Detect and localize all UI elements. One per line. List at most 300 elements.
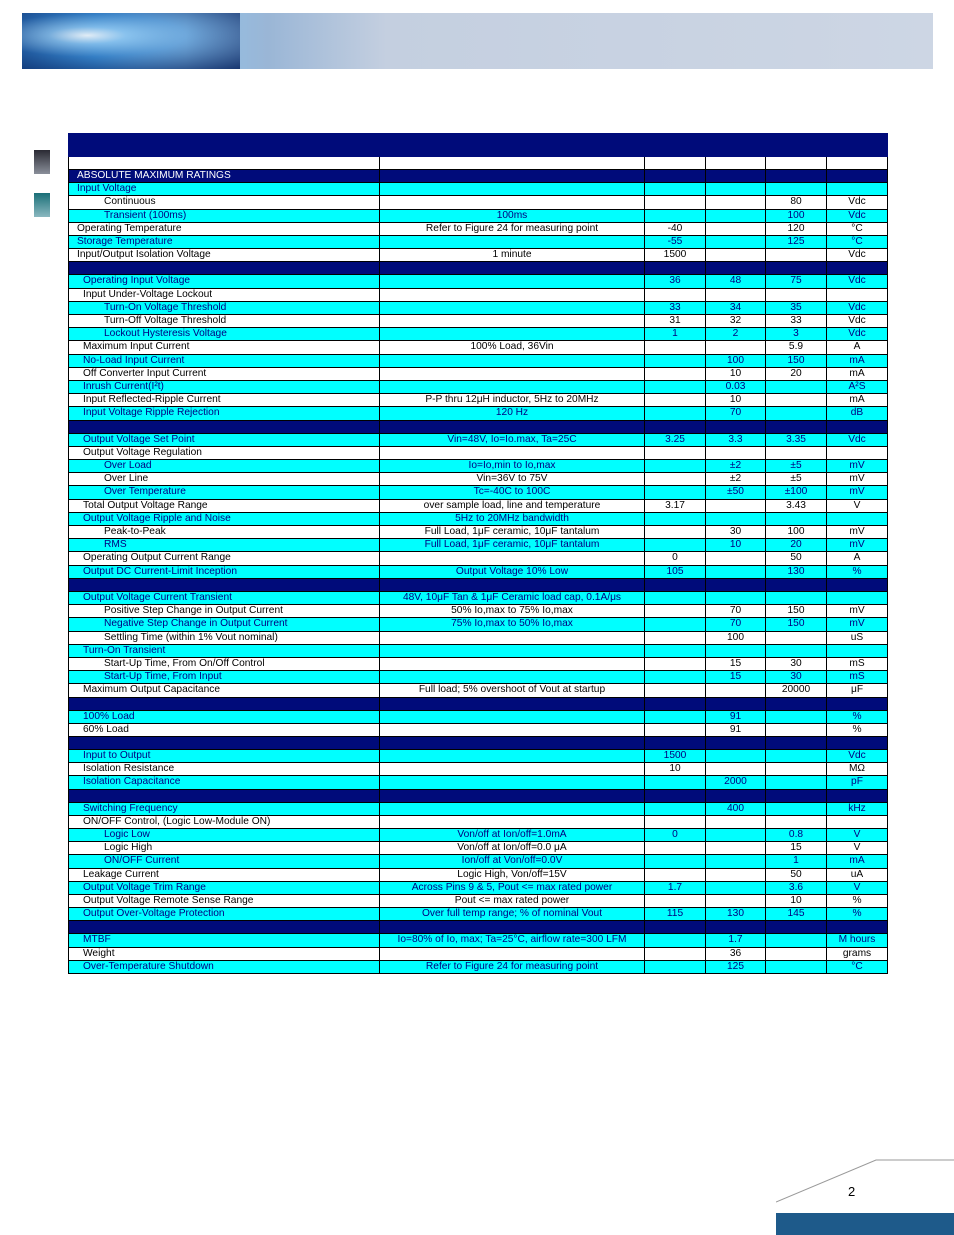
unit-cell: % (827, 723, 888, 736)
min-cell: 115 (645, 908, 706, 921)
min-cell: -55 (645, 236, 706, 249)
typ-cell: 130 (706, 908, 766, 921)
min-cell (645, 407, 706, 420)
min-cell: 36 (645, 275, 706, 288)
max-cell: ±5 (766, 473, 827, 486)
table-row (69, 367, 888, 380)
table-row (69, 433, 888, 446)
min-cell (645, 512, 706, 525)
min-cell (645, 196, 706, 209)
max-cell (766, 644, 827, 657)
unit-cell: pF (827, 776, 888, 789)
typ-cell (706, 684, 766, 697)
min-cell (645, 183, 706, 196)
max-cell (766, 512, 827, 525)
typ-cell: 2000 (706, 776, 766, 789)
min-cell (645, 381, 706, 394)
typ-cell: 125 (706, 960, 766, 973)
typ-cell (706, 196, 766, 209)
unit-cell: MΩ (827, 763, 888, 776)
unit-cell: M hours (827, 934, 888, 947)
min-cell (645, 894, 706, 907)
max-cell (766, 249, 827, 262)
parameter-cell: Input Reflected-Ripple Current (69, 394, 380, 407)
max-cell: 50 (766, 868, 827, 881)
header-cell (69, 134, 380, 157)
parameter-cell: Output Voltage Trim Range (69, 881, 380, 894)
typ-cell (706, 881, 766, 894)
typ-cell (706, 565, 766, 578)
condition-cell: Ion/off at Von/off=0.0V (380, 855, 645, 868)
max-cell: 3 (766, 328, 827, 341)
table-row (69, 881, 888, 894)
max-cell (766, 697, 827, 710)
max-cell (766, 776, 827, 789)
unit-cell: % (827, 894, 888, 907)
condition-cell (380, 947, 645, 960)
min-cell (645, 605, 706, 618)
parameter-cell: Off Converter Input Current (69, 367, 380, 380)
parameter-cell: Input Under-Voltage Lockout (69, 288, 380, 301)
condition-cell: over sample load, line and temperature (380, 499, 645, 512)
table-row (69, 499, 888, 512)
unit-cell (827, 789, 888, 802)
min-cell (645, 736, 706, 749)
max-cell: 145 (766, 908, 827, 921)
max-cell: ±100 (766, 486, 827, 499)
parameter-cell: Lockout Hysteresis Voltage (69, 328, 380, 341)
min-cell (645, 934, 706, 947)
table-row (69, 842, 888, 855)
condition-cell: 100ms (380, 209, 645, 222)
min-cell (645, 947, 706, 960)
min-cell: 3.17 (645, 499, 706, 512)
table-row (69, 710, 888, 723)
condition-cell: Tc=-40C to 100C (380, 486, 645, 499)
table-row (69, 341, 888, 354)
header-cell (827, 157, 888, 170)
min-cell (645, 446, 706, 459)
condition-cell: 5Hz to 20MHz bandwidth (380, 512, 645, 525)
max-cell: ±5 (766, 460, 827, 473)
unit-cell: % (827, 908, 888, 921)
typ-cell: ±2 (706, 473, 766, 486)
table-row (69, 315, 888, 328)
max-cell: 20 (766, 367, 827, 380)
header-cell (380, 157, 645, 170)
condition-cell (380, 446, 645, 459)
min-cell (645, 868, 706, 881)
parameter-cell: Over Temperature (69, 486, 380, 499)
min-cell (645, 921, 706, 934)
table-header-row (69, 134, 888, 157)
min-cell (645, 684, 706, 697)
min-cell (645, 631, 706, 644)
unit-cell: Vdc (827, 315, 888, 328)
parameter-cell: No-Load Input Current (69, 354, 380, 367)
banner-image (22, 13, 240, 69)
parameter-cell: Input/Output Isolation Voltage (69, 249, 380, 262)
table-row (69, 657, 888, 670)
max-cell (766, 407, 827, 420)
typ-cell: 3.3 (706, 433, 766, 446)
unit-cell: mS (827, 657, 888, 670)
parameter-cell: Start-Up Time, From Input (69, 671, 380, 684)
table-row (69, 802, 888, 815)
table-row (69, 749, 888, 762)
condition-cell (380, 367, 645, 380)
table-row (69, 855, 888, 868)
unit-cell: Vdc (827, 209, 888, 222)
max-cell (766, 815, 827, 828)
parameter-cell: RMS (69, 539, 380, 552)
condition-cell: Full Load, 1μF ceramic, 10μF tantalum (380, 539, 645, 552)
condition-cell: 48V, 10μF Tan & 1μF Ceramic load cap, 0.1A/μs (380, 591, 645, 604)
unit-cell (827, 815, 888, 828)
table-row (69, 763, 888, 776)
table-row (69, 631, 888, 644)
typ-cell: 91 (706, 723, 766, 736)
max-cell: 130 (766, 565, 827, 578)
typ-cell: 15 (706, 671, 766, 684)
table-row (69, 591, 888, 604)
typ-cell: 2 (706, 328, 766, 341)
parameter-cell (69, 736, 380, 749)
unit-cell (827, 512, 888, 525)
max-cell: 10 (766, 894, 827, 907)
max-cell: 20000 (766, 684, 827, 697)
unit-cell: grams (827, 947, 888, 960)
typ-cell (706, 894, 766, 907)
header-cell (645, 157, 706, 170)
condition-cell: Over full temp range; % of nominal Vout (380, 908, 645, 921)
table-row (69, 354, 888, 367)
parameter-cell (69, 789, 380, 802)
parameter-cell: Inrush Current(I²t) (69, 381, 380, 394)
parameter-cell: ABSOLUTE MAXIMUM RATINGS (69, 170, 380, 183)
table-row (69, 671, 888, 684)
max-cell: 50 (766, 552, 827, 565)
unit-cell: mV (827, 539, 888, 552)
typ-cell (706, 855, 766, 868)
table-row (69, 644, 888, 657)
typ-cell (706, 815, 766, 828)
section-header-row (69, 170, 888, 183)
typ-cell: 32 (706, 315, 766, 328)
max-cell: 75 (766, 275, 827, 288)
condition-cell (380, 763, 645, 776)
min-cell (645, 367, 706, 380)
max-cell (766, 934, 827, 947)
section-header-row (69, 789, 888, 802)
parameter-cell: Output Voltage Remote Sense Range (69, 894, 380, 907)
max-cell: 3.43 (766, 499, 827, 512)
parameter-cell: Turn-Off Voltage Threshold (69, 315, 380, 328)
condition-cell (380, 354, 645, 367)
table-row (69, 460, 888, 473)
parameter-cell: Maximum Input Current (69, 341, 380, 354)
max-cell: 150 (766, 354, 827, 367)
unit-cell: mA (827, 855, 888, 868)
typ-cell: 100 (706, 631, 766, 644)
unit-cell: mV (827, 605, 888, 618)
unit-cell: mV (827, 526, 888, 539)
parameter-cell: Storage Temperature (69, 236, 380, 249)
table-row (69, 446, 888, 459)
unit-cell: Vdc (827, 433, 888, 446)
table-row (69, 381, 888, 394)
table-row (69, 275, 888, 288)
table-row (69, 815, 888, 828)
min-cell: 0 (645, 828, 706, 841)
section-header-row (69, 262, 888, 275)
max-cell (766, 631, 827, 644)
parameter-cell (69, 262, 380, 275)
table-row (69, 684, 888, 697)
condition-cell: Output Voltage 10% Low (380, 565, 645, 578)
max-cell: 100 (766, 526, 827, 539)
unit-cell: mA (827, 394, 888, 407)
parameter-cell: Continuous (69, 196, 380, 209)
typ-cell (706, 789, 766, 802)
table-row (69, 486, 888, 499)
section-header-row (69, 578, 888, 591)
max-cell (766, 921, 827, 934)
min-cell: 33 (645, 301, 706, 314)
table-row (69, 407, 888, 420)
max-cell (766, 802, 827, 815)
min-cell (645, 855, 706, 868)
table-row (69, 196, 888, 209)
condition-cell: 120 Hz (380, 407, 645, 420)
min-cell (645, 354, 706, 367)
unit-cell: V (827, 842, 888, 855)
parameter-cell (69, 697, 380, 710)
max-cell (766, 288, 827, 301)
condition-cell: Io=Io,min to Io,max (380, 460, 645, 473)
table-subheader-row (69, 157, 888, 170)
condition-cell: P-P thru 12μH inductor, 5Hz to 20MHz (380, 394, 645, 407)
typ-cell: 10 (706, 539, 766, 552)
typ-cell (706, 552, 766, 565)
table-row (69, 394, 888, 407)
typ-cell: 48 (706, 275, 766, 288)
unit-cell (827, 288, 888, 301)
table-row (69, 947, 888, 960)
min-cell (645, 657, 706, 670)
min-cell (645, 170, 706, 183)
min-cell (645, 591, 706, 604)
parameter-cell: Logic Low (69, 828, 380, 841)
specification-table (68, 133, 888, 974)
typ-cell (706, 209, 766, 222)
unit-cell (827, 183, 888, 196)
max-cell: 20 (766, 539, 827, 552)
min-cell (645, 723, 706, 736)
unit-cell: uS (827, 631, 888, 644)
parameter-cell: Operating Output Current Range (69, 552, 380, 565)
condition-cell (380, 328, 645, 341)
unit-cell: mV (827, 473, 888, 486)
unit-cell: V (827, 881, 888, 894)
condition-cell (380, 736, 645, 749)
header-cell (645, 134, 706, 157)
table-row (69, 222, 888, 235)
table-row (69, 894, 888, 907)
condition-cell: Pout <= max rated power (380, 894, 645, 907)
table-row (69, 908, 888, 921)
condition-cell (380, 921, 645, 934)
parameter-cell: Over Line (69, 473, 380, 486)
min-cell (645, 460, 706, 473)
typ-cell (706, 697, 766, 710)
condition-cell (380, 723, 645, 736)
max-cell (766, 420, 827, 433)
unit-cell: % (827, 710, 888, 723)
condition-cell (380, 749, 645, 762)
min-cell: 1.7 (645, 881, 706, 894)
typ-cell (706, 591, 766, 604)
min-cell (645, 697, 706, 710)
min-cell: 31 (645, 315, 706, 328)
typ-cell: 15 (706, 657, 766, 670)
unit-cell: °C (827, 222, 888, 235)
max-cell: 0.8 (766, 828, 827, 841)
min-cell (645, 473, 706, 486)
condition-cell (380, 631, 645, 644)
min-cell (645, 710, 706, 723)
condition-cell (380, 420, 645, 433)
max-cell: 150 (766, 618, 827, 631)
parameter-cell: Over Load (69, 460, 380, 473)
unit-cell: mV (827, 460, 888, 473)
parameter-cell: Isolation Capacitance (69, 776, 380, 789)
table-row (69, 249, 888, 262)
typ-cell (706, 578, 766, 591)
min-cell (645, 526, 706, 539)
table-row (69, 605, 888, 618)
unit-cell: A²S (827, 381, 888, 394)
section-header-row (69, 697, 888, 710)
parameter-cell: Input to Output (69, 749, 380, 762)
typ-cell (706, 341, 766, 354)
table-row (69, 868, 888, 881)
condition-cell: Full Load, 1μF ceramic, 10μF tantalum (380, 526, 645, 539)
typ-cell (706, 828, 766, 841)
condition-cell: Refer to Figure 24 for measuring point (380, 960, 645, 973)
specification-table-body (69, 134, 888, 974)
condition-cell (380, 776, 645, 789)
header-cell (69, 157, 380, 170)
side-marker-icon (34, 193, 50, 217)
typ-cell (706, 763, 766, 776)
max-cell: 30 (766, 671, 827, 684)
parameter-cell: ON/OFF Control, (Logic Low-Module ON) (69, 815, 380, 828)
condition-cell (380, 236, 645, 249)
parameter-cell (69, 578, 380, 591)
typ-cell (706, 170, 766, 183)
max-cell: 3.6 (766, 881, 827, 894)
parameter-cell (69, 420, 380, 433)
min-cell (645, 671, 706, 684)
condition-cell (380, 671, 645, 684)
parameter-cell: Positive Step Change in Output Current (69, 605, 380, 618)
max-cell (766, 578, 827, 591)
table-row (69, 552, 888, 565)
condition-cell (380, 710, 645, 723)
min-cell: 105 (645, 565, 706, 578)
typ-cell (706, 222, 766, 235)
max-cell (766, 381, 827, 394)
table-row (69, 565, 888, 578)
max-cell: 150 (766, 605, 827, 618)
unit-cell: A (827, 341, 888, 354)
condition-cell (380, 170, 645, 183)
table-row (69, 183, 888, 196)
header-cell (766, 157, 827, 170)
min-cell: 1500 (645, 249, 706, 262)
condition-cell (380, 815, 645, 828)
max-cell: 100 (766, 209, 827, 222)
typ-cell (706, 749, 766, 762)
condition-cell (380, 275, 645, 288)
typ-cell: 70 (706, 618, 766, 631)
condition-cell: 50% Io,max to 75% Io,max (380, 605, 645, 618)
unit-cell: uA (827, 868, 888, 881)
unit-cell (827, 262, 888, 275)
table-row (69, 539, 888, 552)
condition-cell (380, 301, 645, 314)
header-banner (22, 13, 933, 69)
parameter-cell: Settling Time (within 1% Vout nominal) (69, 631, 380, 644)
unit-cell: mV (827, 618, 888, 631)
unit-cell: kHz (827, 802, 888, 815)
min-cell (645, 578, 706, 591)
parameter-cell: Leakage Current (69, 868, 380, 881)
condition-cell (380, 657, 645, 670)
typ-cell (706, 921, 766, 934)
max-cell: 33 (766, 315, 827, 328)
min-cell: 3.25 (645, 433, 706, 446)
typ-cell: 34 (706, 301, 766, 314)
parameter-cell: Turn-On Voltage Threshold (69, 301, 380, 314)
unit-cell: V (827, 499, 888, 512)
condition-cell (380, 262, 645, 275)
table-row (69, 209, 888, 222)
typ-cell (706, 512, 766, 525)
table-row (69, 526, 888, 539)
unit-cell (827, 446, 888, 459)
condition-cell (380, 789, 645, 802)
parameter-cell: Isolation Resistance (69, 763, 380, 776)
condition-cell: Logic High, Von/off=15V (380, 868, 645, 881)
min-cell: 0 (645, 552, 706, 565)
table-row (69, 723, 888, 736)
min-cell (645, 644, 706, 657)
parameter-cell (69, 921, 380, 934)
unit-cell: Vdc (827, 749, 888, 762)
min-cell (645, 842, 706, 855)
table-row (69, 618, 888, 631)
max-cell (766, 183, 827, 196)
condition-cell: 1 minute (380, 249, 645, 262)
unit-cell: mA (827, 354, 888, 367)
condition-cell: 75% Io,max to 50% Io,max (380, 618, 645, 631)
min-cell (645, 618, 706, 631)
parameter-cell: Output Voltage Regulation (69, 446, 380, 459)
max-cell: 3.35 (766, 433, 827, 446)
unit-cell: mS (827, 671, 888, 684)
